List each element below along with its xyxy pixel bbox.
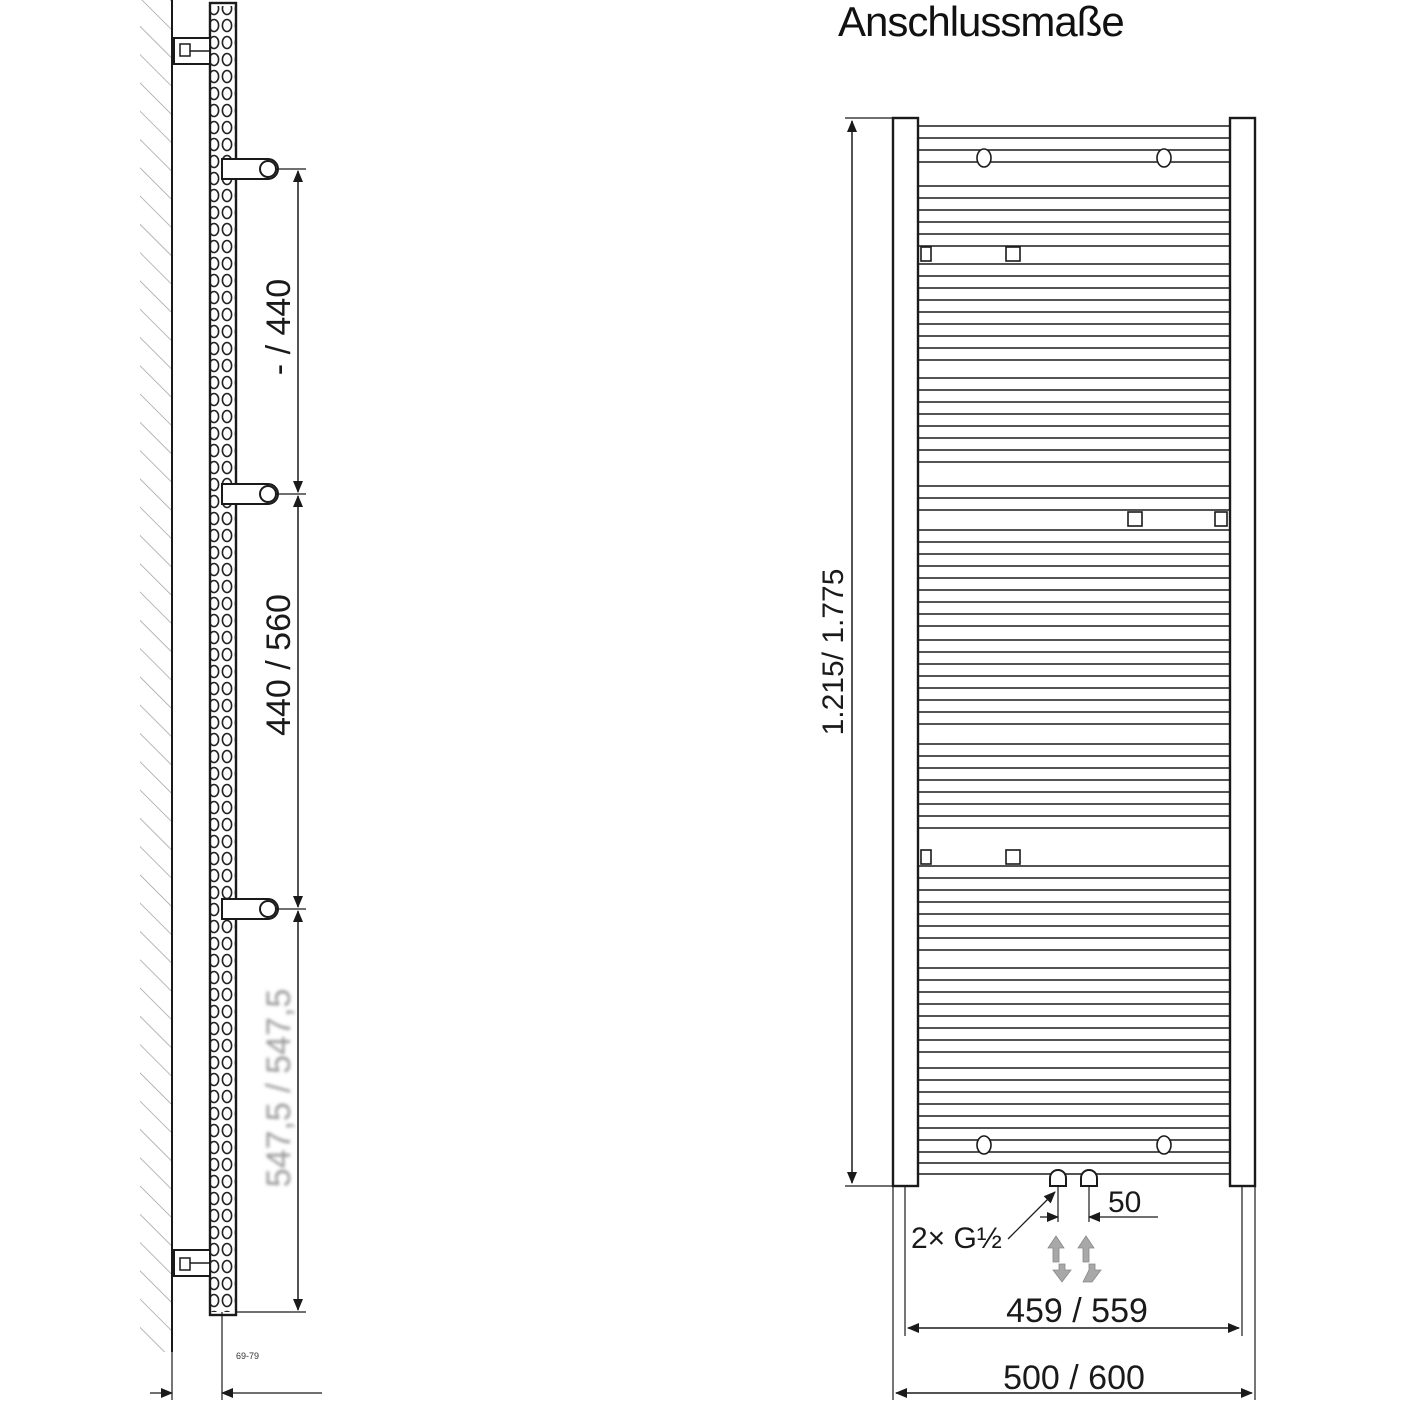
inner-width-label: 459 / 559 [1006,1292,1148,1330]
bar-clamp-2 [222,484,278,504]
wall-bracket-bottom [174,1250,210,1276]
wall-hatching [140,0,172,1352]
connection-thread-label: 2× G½ [911,1222,1002,1255]
side-view [140,0,322,1400]
horizontal-tubes [918,126,1230,1174]
right-rail [1230,118,1255,1186]
height-label: 1.215/ 1.775 [817,568,850,736]
connection-spacing-label: 50 [1108,1186,1142,1219]
flow-arrows [1048,1236,1101,1282]
wall-gap-label: 69-79 [236,1351,260,1361]
connection-leader [1008,1192,1055,1239]
page-title: Anschlussmaße [838,0,1124,45]
radiator-tube-pattern [211,6,235,1312]
bar-clamp-1 [222,159,278,179]
dim-upper-label: - / 440 [260,278,298,376]
connection-valves [1050,1170,1097,1186]
wall-bracket-top [174,38,210,64]
outer-width-label: 500 / 600 [1003,1359,1145,1397]
front-view [817,118,1255,1400]
left-rail [893,118,918,1186]
dim-middle-label: 440 / 560 [260,594,298,736]
bar-clamp-3 [222,899,278,919]
front-bar-clamps [921,247,1227,864]
dim-lower-label: 547,5 / 547,5 [260,988,298,1188]
